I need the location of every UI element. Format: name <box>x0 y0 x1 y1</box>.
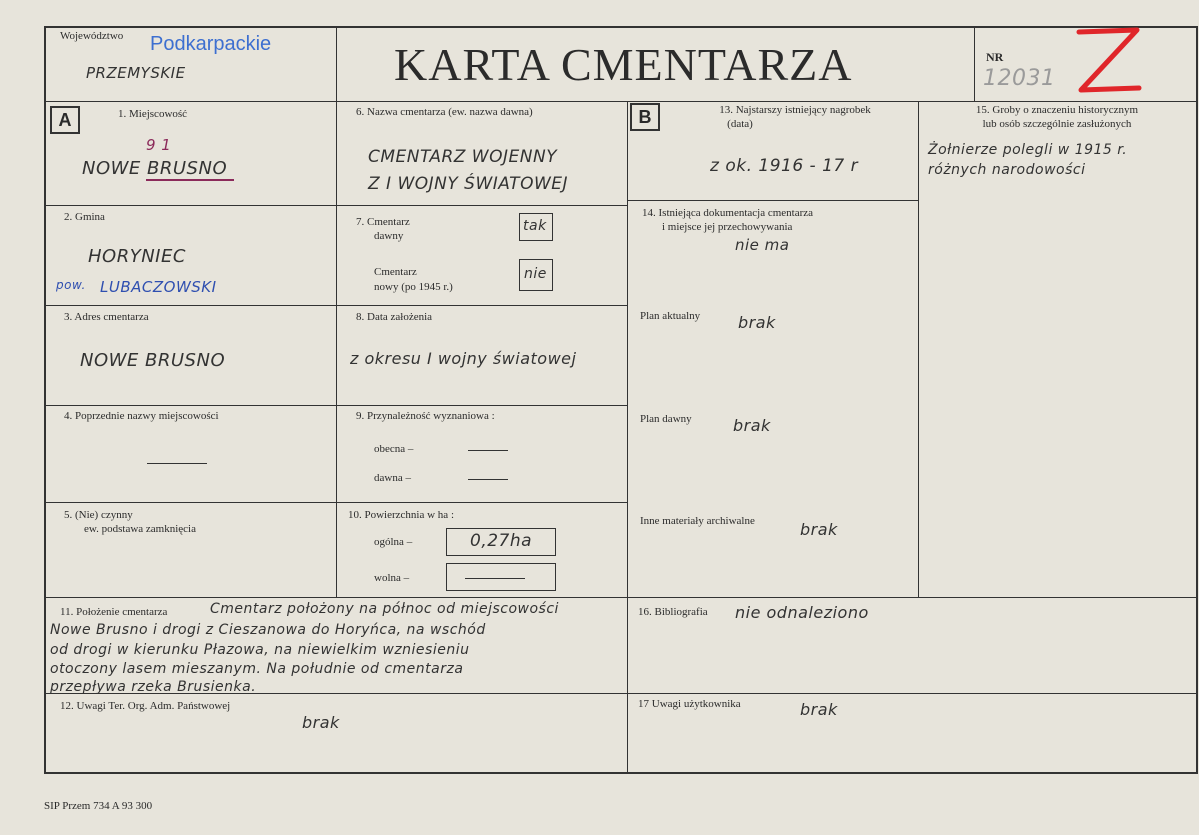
plan-old-value: brak <box>733 416 771 435</box>
f2-county: LUBACZOWSKI <box>100 278 217 296</box>
f16-label: 16. Bibliografia <box>638 606 708 618</box>
plan-other-label: Inne materiały archiwalne <box>640 515 755 527</box>
f13-value: z ok. 1916 - 17 r <box>710 156 859 176</box>
divider-header <box>45 101 1197 102</box>
f9-former-label: dawna – <box>374 472 411 484</box>
f2-value: HORYNIEC <box>88 246 186 267</box>
voivodeship-value: PRZEMYSKIE <box>86 64 186 82</box>
f7-old-value: tak <box>523 218 547 234</box>
f10-free-box <box>446 563 556 591</box>
plan-current-label: Plan aktualny <box>640 310 701 322</box>
f10-free-dash <box>465 578 525 579</box>
f11-line-5: przepływa rzeka Brusienka. <box>50 679 257 695</box>
f14-value: nie ma <box>735 236 790 254</box>
f12-label: 12. Uwagi Ter. Org. Adm. Państwowej <box>60 700 231 712</box>
f7-old-label: 7. Cmentarz <box>356 216 410 228</box>
f1-value: NOWE BRUSNO <box>82 158 228 179</box>
f11-line-1: Cmentarz położony na północ od miejscowości <box>210 601 559 617</box>
f2-label: 2. Gmina <box>64 211 105 223</box>
f1-label: 1. Miejscowość <box>118 108 188 120</box>
f7-new-label-2: nowy (po 1945 r.) <box>374 281 453 293</box>
f6-value-2: Z I WOJNY ŚWIATOWEJ <box>368 174 569 194</box>
divider-row1-mid <box>627 200 918 201</box>
f10-label: 10. Powierzchnia w ha : <box>348 509 454 521</box>
nr-value: 12031 <box>983 66 1056 91</box>
red-z-mark <box>1073 22 1145 101</box>
f13-label: 13. Najstarszy istniejący nagrobek <box>719 104 871 116</box>
f4-empty-dash <box>147 463 207 464</box>
divider-row5 <box>45 597 1197 598</box>
f13-label-2: (data) <box>727 118 753 130</box>
f6-value-1: CMENTARZ WOJENNY <box>368 147 558 167</box>
f9-current-dash <box>468 450 508 451</box>
vline-left <box>336 101 337 597</box>
f10-free-label: wolna – <box>374 572 410 584</box>
f3-label: 3. Adres cmentarza <box>64 311 149 323</box>
f17-label: 17 Uwagi użytkownika <box>638 698 741 710</box>
f9-label: 9. Przynależność wyznaniowa : <box>356 410 495 422</box>
f7-old-label-2: dawny <box>374 230 404 242</box>
f11-label: 11. Położenie cmentarza <box>60 606 168 618</box>
f11-line-4: otoczony lasem mieszanym. Na południe od cmentarza <box>50 661 464 677</box>
f11-line-3: od drogi w kierunku Płazowa, na niewielkim wzniesieniu <box>50 642 470 658</box>
f16-value: nie odnaleziono <box>735 603 869 622</box>
plan-old-label: Plan dawny <box>640 413 692 425</box>
f4-label: 4. Poprzednie nazwy miejscowości <box>64 410 219 422</box>
vline-header-2 <box>974 27 975 101</box>
f15-label: 15. Groby o znaczeniu historycznym <box>975 104 1139 116</box>
f14-label-2: i miejsce jej przechowywania <box>662 221 793 233</box>
f10-total-value: 0,27ha <box>470 531 533 551</box>
vline-header-1 <box>336 27 337 101</box>
vline-center <box>627 101 628 773</box>
f8-label: 8. Data założenia <box>356 311 433 323</box>
f14-label: 14. Istniejąca dokumentacja cmentarza <box>642 207 814 219</box>
card-title: KARTA CMENTARZA <box>394 39 853 90</box>
f7-new-value: nie <box>524 266 547 282</box>
f1-note: 9 1 <box>146 136 172 154</box>
f3-value: NOWE BRUSNO <box>80 350 226 371</box>
f5-label-2: ew. podstawa zamknięcia <box>84 523 196 535</box>
f9-current-label: obecna – <box>374 443 414 455</box>
f2-county-prefix: pow. <box>56 278 86 292</box>
f6-label: 6. Nazwa cmentarza (ew. nazwa dawna) <box>356 106 533 118</box>
f10-total-label: ogólna – <box>374 536 413 548</box>
print-code: SIP Przem 734 A 93 300 <box>44 800 153 812</box>
f9-former-dash <box>468 479 508 480</box>
nr-label: NR <box>986 50 1004 64</box>
f15-value-2: różnych narodowości <box>928 162 1086 178</box>
f17-value: brak <box>800 700 838 719</box>
plan-current-value: brak <box>738 313 776 332</box>
f8-value: z okresu I wojny światowej <box>350 349 577 368</box>
voivodeship-stamp: Podkarpackie <box>150 33 272 55</box>
f15-value-1: Żołnierze polegli w 1915 r. <box>928 142 1128 158</box>
section-b-box: B <box>630 103 660 131</box>
f5-label: 5. (Nie) czynny <box>64 509 133 521</box>
f12-value: brak <box>302 713 340 732</box>
f7-new-label: Cmentarz <box>374 266 417 278</box>
f11-line-2: Nowe Brusno i drogi z Cieszanowa do Horyńca, na wschód <box>50 622 486 638</box>
vline-right <box>918 101 919 597</box>
plan-other-value: brak <box>800 520 838 539</box>
voivodeship-label: Województwo <box>60 30 124 42</box>
section-a-box: A <box>50 106 80 134</box>
f1-underline <box>146 179 234 181</box>
f15-label-2: lub osób szczególnie zasłużonych <box>982 118 1132 130</box>
